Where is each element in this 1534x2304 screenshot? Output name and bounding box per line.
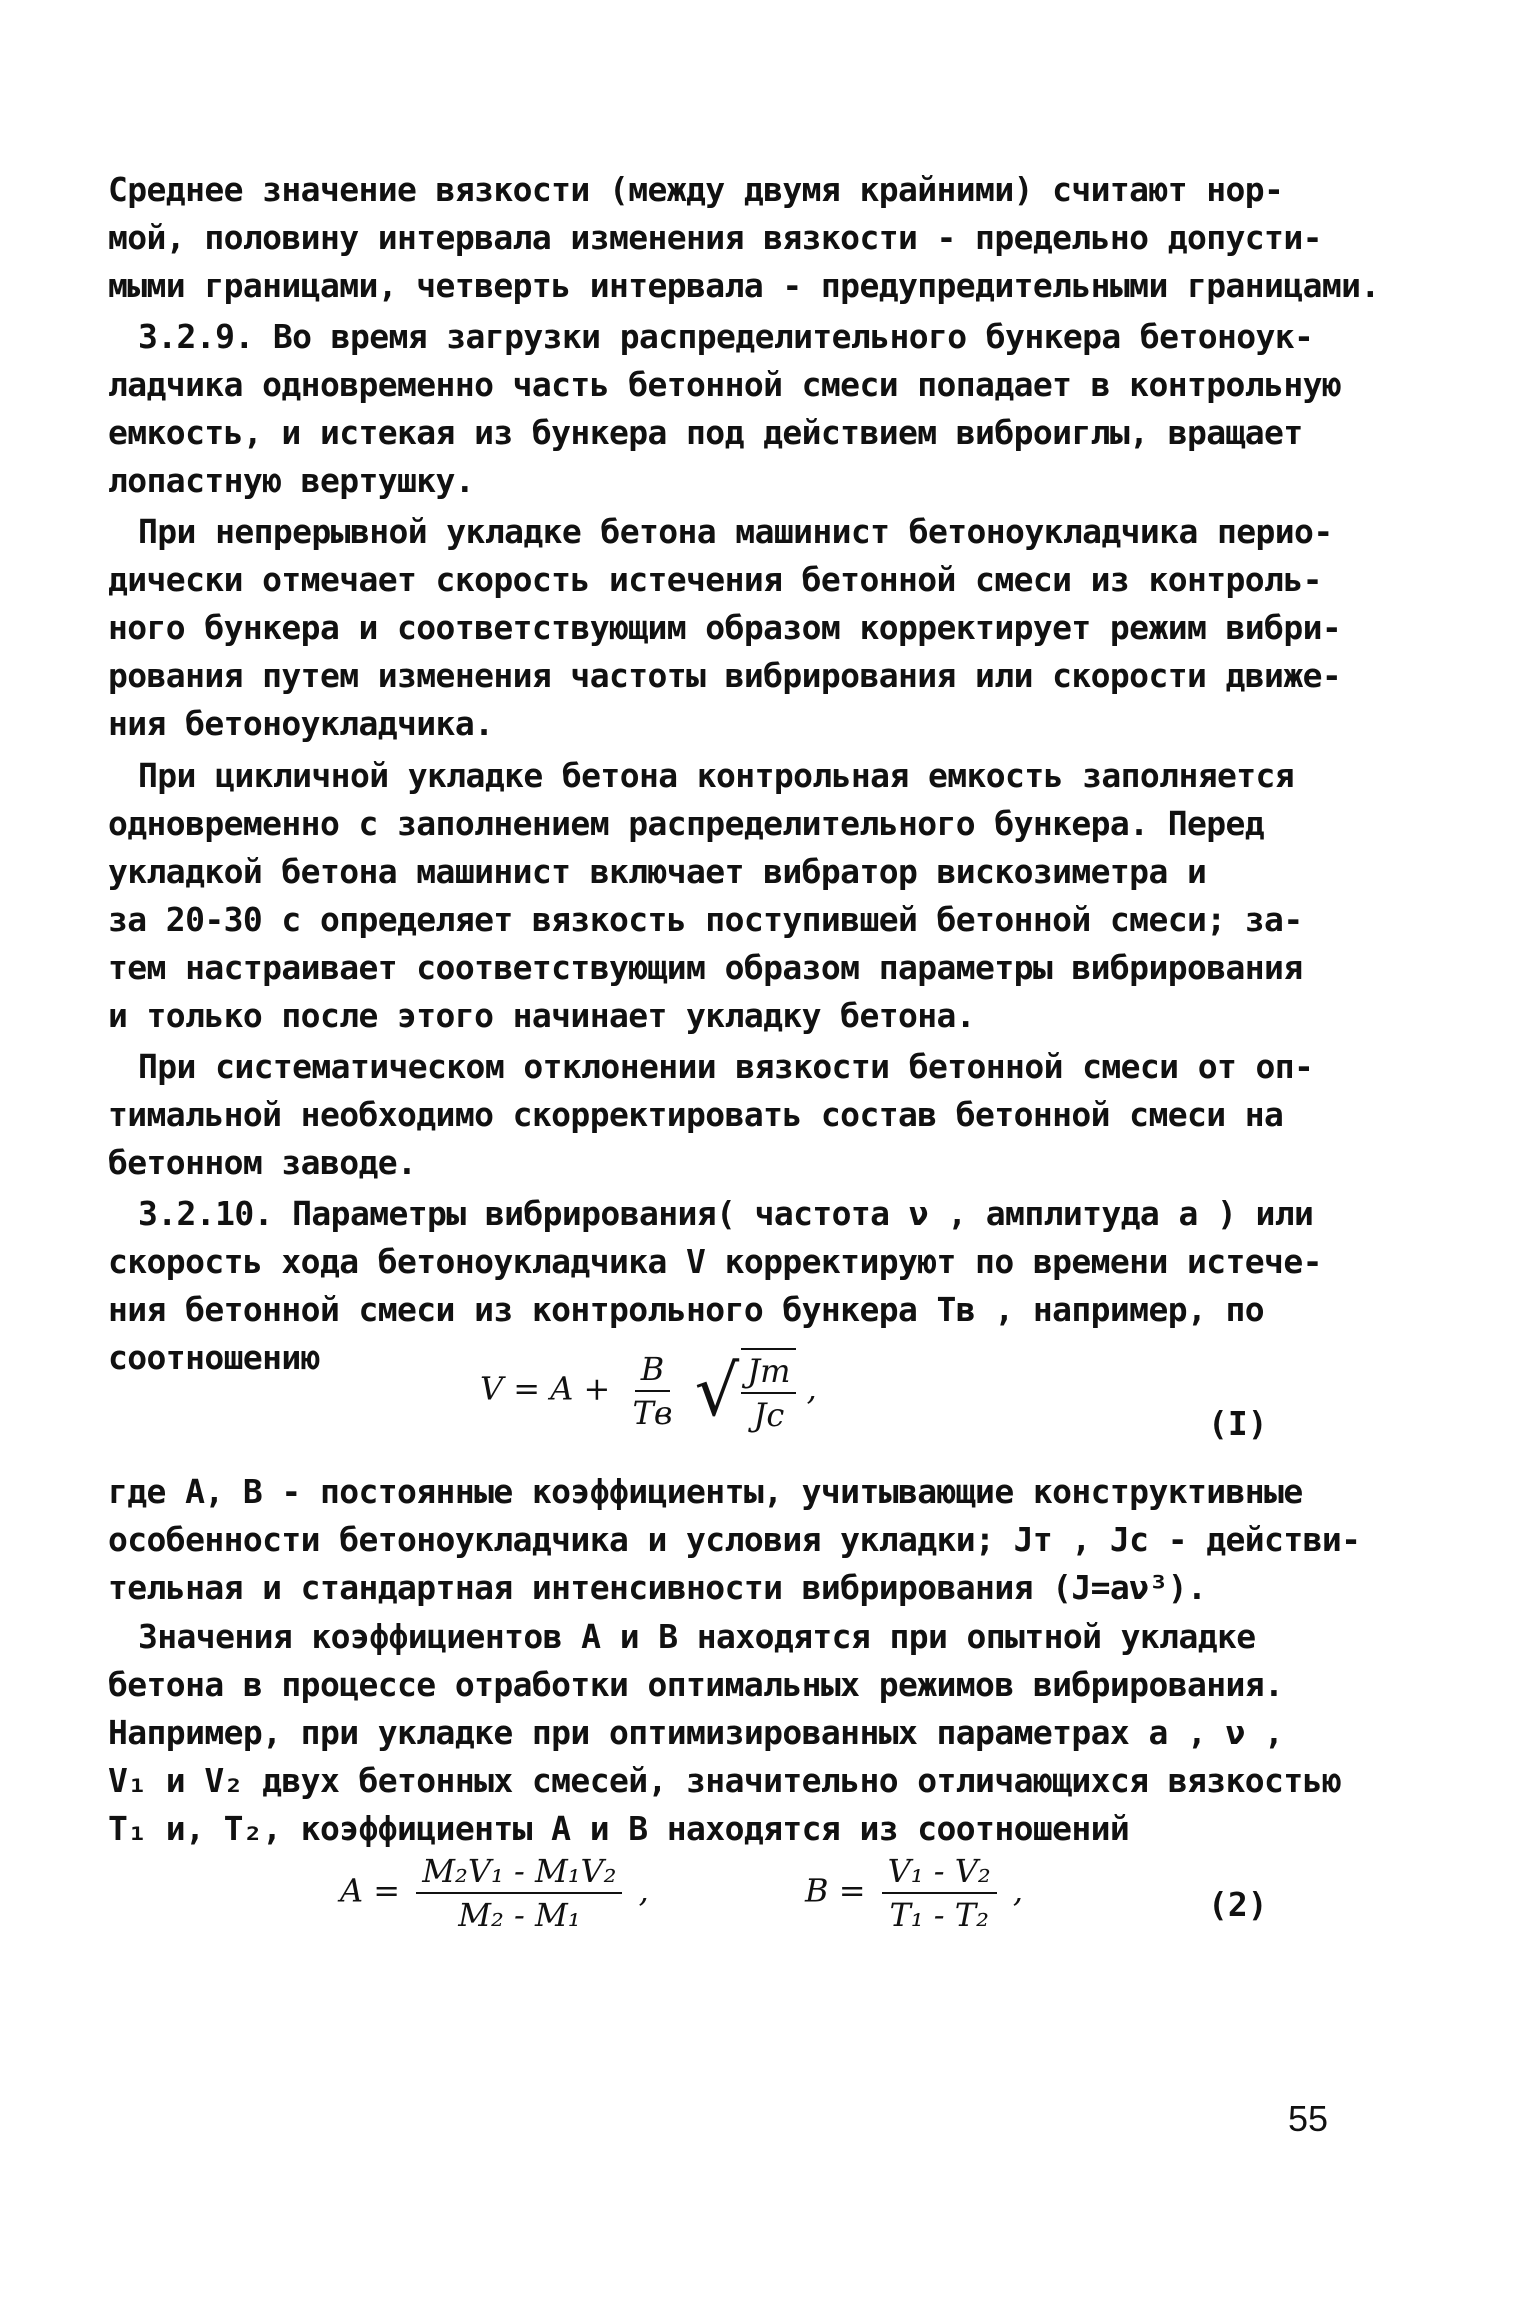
paragraph-viscosity-limits	[108, 166, 1438, 310]
text-line: V₁ и V₂ двух бетонных смесей, значительно отличающихся вязкостью	[108, 1761, 1342, 1800]
text-line: бетона в процессе отработки оптимальных режимов вибрирования.	[108, 1665, 1284, 1704]
text-line: одновременно с заполнением распределительного бункера. Перед	[108, 804, 1265, 843]
formula-2b-comma: ,	[1012, 1871, 1024, 1910]
radical-sign-icon: √	[694, 1350, 740, 1432]
text-line: лопастную вертушку.	[108, 461, 475, 500]
formula-2a-lhs: A =	[340, 1871, 401, 1910]
radicand	[741, 1348, 796, 1434]
text-line: ного бункера и соответствующим образом корректирует режим вибри-	[108, 608, 1342, 647]
text-line: 3.2.10. Параметры вибрирования( частота ν , амплитуда a ) или	[138, 1194, 1314, 1233]
text-line: При непрерывной укладке бетона машинист бетоноукладчика перио-	[138, 512, 1333, 551]
text-line: и только после этого начинает укладку бетона.	[108, 996, 976, 1035]
fraction-numerator: Jт	[741, 1352, 796, 1394]
text-line: где А, В - постоянные коэффициенты, учитывающие конструктивные	[108, 1472, 1303, 1511]
formula-1	[480, 1348, 817, 1434]
text-line: мыми границами, четверть интервала - предупредительными границами.	[108, 266, 1380, 305]
formula-1-comma: ,	[806, 1369, 817, 1408]
equation-number-1: (I)	[1208, 1404, 1268, 1443]
formula-2a-comma: ,	[638, 1871, 649, 1910]
fraction-denominator: Tв	[632, 1394, 673, 1432]
text-line: Значения коэффициентов А и В находятся при опытной укладке	[138, 1617, 1256, 1656]
formula-2b-lhs: B =	[805, 1871, 866, 1910]
formula-2b	[805, 1852, 1023, 1934]
text-line: бетонном заводе.	[108, 1143, 417, 1182]
fraction-denominator: M₂ - M₁	[458, 1896, 581, 1934]
radicand-fraction	[741, 1352, 796, 1434]
equation-number-2: (2)	[1208, 1885, 1268, 1924]
text-line: тем настраивает соответствующим образом параметры вибрирования	[108, 948, 1303, 987]
paragraph-coefficient-values	[108, 1613, 1438, 1853]
text-line: соотношению	[108, 1338, 320, 1377]
square-root	[695, 1348, 797, 1434]
fraction-numerator: B	[635, 1350, 671, 1392]
text-line: 3.2.9. Во время загрузки распределительного бункера бетоноук-	[138, 317, 1314, 356]
text-line: за 20-30 с определяет вязкость поступившей бетонной смеси; за-	[108, 900, 1303, 939]
text-line: Среднее значение вязкости (между двумя крайними) считают нор-	[108, 170, 1284, 209]
text-line: тельная и стандартная интенсивности вибрирования (J=aν³).	[108, 1568, 1207, 1607]
text-line: При цикличной укладке бетона контрольная емкость заполняется	[138, 756, 1295, 795]
paragraph-continuous-laying	[108, 508, 1438, 748]
paragraph-coefficients-definition	[108, 1468, 1438, 1612]
text-line: T₁ и, T₂, коэффициенты А и В находятся из соотношений	[108, 1809, 1130, 1848]
text-line: Например, при укладке при оптимизированных параметрах a , ν ,	[108, 1713, 1284, 1752]
formula-2b-fraction	[882, 1852, 997, 1934]
paragraph-cyclic-laying	[108, 752, 1438, 1040]
formula-1-lhs: V = A +	[480, 1369, 611, 1408]
text-line: дически отмечает скорость истечения бетонной смеси из контроль-	[108, 560, 1322, 599]
page-number: 55	[1288, 2098, 1329, 2139]
text-line: особенности бетоноукладчика и условия укладки; Jт , Jс - действи-	[108, 1520, 1361, 1559]
text-line: ния бетоноукладчика.	[108, 704, 494, 743]
text-line: укладкой бетона машинист включает вибратор вискозиметра и	[108, 852, 1207, 891]
paragraph-3-2-9	[108, 313, 1438, 505]
fraction-numerator: V₁ - V₂	[882, 1852, 997, 1894]
text-line: мой, половину интервала изменения вязкости - предельно допусти-	[108, 218, 1322, 257]
formula-2a-fraction	[416, 1852, 622, 1934]
paragraph-systematic-deviation	[108, 1043, 1438, 1187]
text-line: При систематическом отклонении вязкости бетонной смеси от оп-	[138, 1047, 1314, 1086]
text-line: рования путем изменения частоты вибрирования или скорости движе-	[108, 656, 1342, 695]
formula-2a	[340, 1852, 649, 1934]
fraction-denominator: Jс	[753, 1396, 785, 1434]
text-line: ния бетонной смеси из контрольного бункера Tв , например, по	[108, 1290, 1265, 1329]
fraction-numerator: M₂V₁ - M₁V₂	[416, 1852, 622, 1894]
text-line: емкость, и истекая из бункера под действием виброиглы, вращает	[108, 413, 1303, 452]
text-line: тимальной необходимо скорректировать состав бетонной смеси на	[108, 1095, 1284, 1134]
formula-1-fraction	[627, 1350, 679, 1432]
text-line: скорость хода бетоноукладчика V корректируют по времени истече-	[108, 1242, 1322, 1281]
fraction-denominator: T₁ - T₂	[889, 1896, 989, 1934]
text-line: ладчика одновременно часть бетонной смеси попадает в контрольную	[108, 365, 1342, 404]
